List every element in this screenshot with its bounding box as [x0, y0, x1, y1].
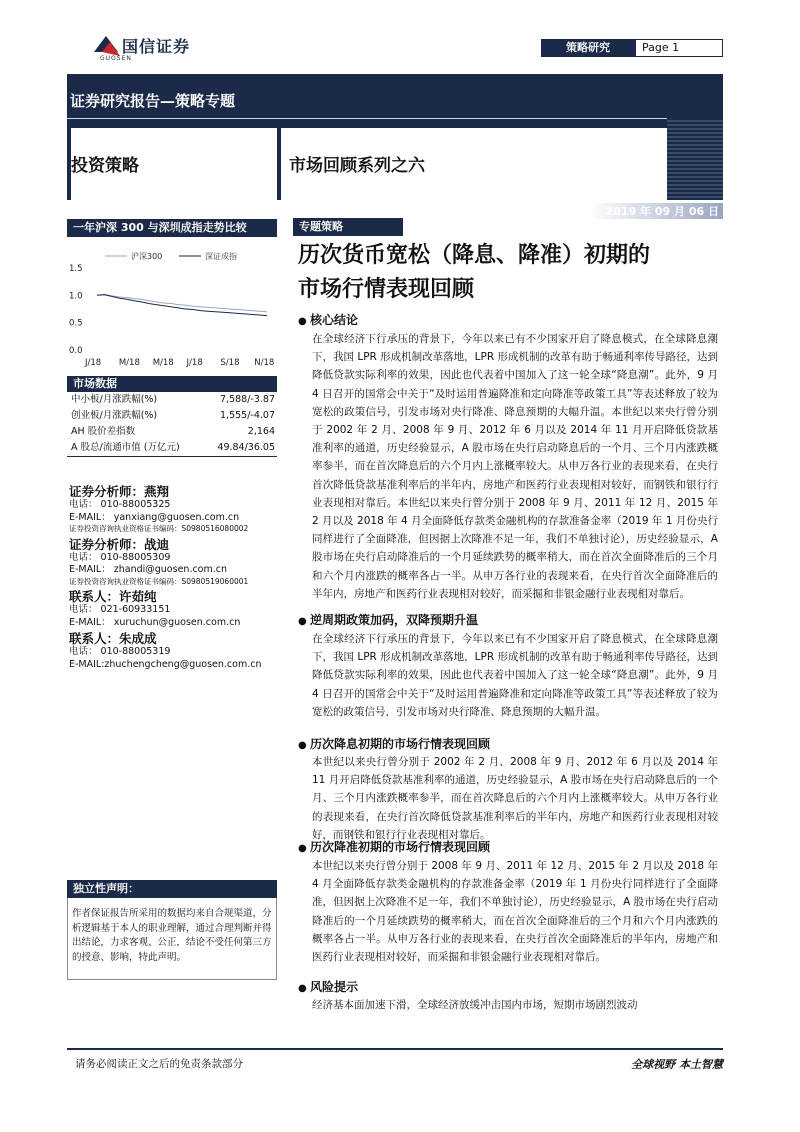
- section-heading-text: 历次降准初期的市场行情表现回顾: [310, 840, 491, 854]
- analyst-email[interactable]: E-MAIL： zhandi@guosen.com.cn: [69, 564, 228, 575]
- series-label: 市场回顾系列之六: [289, 156, 425, 176]
- market-row: [67, 392, 277, 408]
- bullet-icon: ●: [298, 983, 307, 994]
- market-row-value: 2,164: [247, 426, 275, 437]
- analyst-email[interactable]: E-MAIL： xuruchun@guosen.com.cn: [69, 616, 241, 628]
- trend-chart: [67, 240, 277, 372]
- independence-title: 独立性声明：: [67, 880, 277, 898]
- independence-text: 作者保证报告所采用的数据均来自合规渠道，分析逻辑基于本人的职业理解，通过合理判断并得出结论，力求客观、公正，结论不受任何第三方的授意、影响，特此声明。: [72, 908, 272, 963]
- section-heading-text: 逆周期政策加码，双降预期升温: [310, 613, 479, 627]
- x-tick-label: J/18: [85, 358, 102, 368]
- chart-title: 一年沪深 300 与深圳成指走势比较: [67, 219, 277, 237]
- x-tick-label: N/18: [254, 358, 275, 368]
- section-paragraph: 经济基本面加速下滑，全球经济放缓冲击国内市场，短期市场剧烈波动: [312, 999, 638, 1011]
- header-category: 策略研究: [541, 39, 635, 57]
- legend-label: 深证成指: [205, 252, 237, 261]
- section-heading-text: 核心结论: [310, 313, 359, 327]
- analyst-title: 证券分析师：战迪: [69, 536, 170, 552]
- main-title-line: 市场行情表现回顾: [298, 276, 475, 302]
- analyst-email[interactable]: E-MAIL： yanxiang@guosen.com.cn: [69, 511, 240, 523]
- analyst-contacts: [69, 484, 279, 671]
- bullet-icon: ●: [298, 616, 307, 627]
- market-row-label: A 股总/流通市值 (万亿元): [71, 442, 180, 453]
- x-tick-label: S/18: [220, 358, 240, 368]
- strategy-label: 投资策略: [71, 156, 139, 176]
- bullet-icon: ●: [298, 740, 307, 751]
- band-edge-pattern: [667, 118, 723, 200]
- y-tick-label: 1.5: [69, 264, 83, 274]
- analyst-block: [69, 537, 279, 588]
- market-row-label: 创业板/月涨跌幅(%): [71, 410, 158, 421]
- section-heading: [298, 978, 358, 995]
- main-title-line: 历次货币宽松（降息、降准）初期的: [298, 242, 651, 268]
- analyst-cert: 证券投资咨询执业资格证书编码：S0980519060001: [69, 576, 249, 586]
- market-row-label: AH 股价差指数: [71, 426, 136, 437]
- section-heading: [298, 838, 490, 855]
- analyst-block: [69, 484, 279, 535]
- report-date: 2019 年 09 月 06 日: [590, 203, 723, 219]
- topic-tag: 专题策略: [293, 218, 403, 236]
- section-paragraph: 在全球经济下行承压的背景下，今年以来已有不少国家开启了降息模式，在全球降息潮下，我国 LPR 形成机制改革落地，LPR 形成机制的改革有助于畅通利率传导路径，达到降低贷款实际利率的效果，因此也代表着中国加入了这一轮全球“降息潮”。此外，9 月 4 日召开的国常会中关于“及时运用普遍降准和定向降准等政策工具”等表述释放了较为宽松的政策信号，引发市场对央行降准、降息预期的大幅升温。本世纪以来央行曾分别于 2002 年 2 月、2008 年 9 月、2012 年 6 月以及 2014 年 11 月开启降低贷款基准利率的通道，历史经验显示，A 股市场在央行启动降息后的一个月、三个月内涨跌概率参半，而在首次降息后的六个月内上涨概率较大。从申万各行业的表现来看，在央行首次降低贷款基准利率后的半年内，房地产和医药行业表现相对较好，而钢铁和银行行业表现相对靠后。本世纪以来央行曾分别于 2008 年 9 月、2011 年 12 月、2015 年 2 月以及 2018 年 4 月全面降低存款类金融机构的存款准备金率（2019 年 1 月份央行同样进行了全面降准，但因据上次降准不足一年，我们不单独讨论），历史经验显示，A 股市场在央行启动降准后的一个月延续跌势的概率稍大，而在首次全面降准后的三个月和六个月内涨跌的概率各占一半。从申万各行业的表现来看，在央行首次全面降准后的半年内，房地产和医药行业表现相对较好，而采掘和非银金融行业表现相对靠后。: [312, 333, 718, 600]
- bullet-icon: ●: [298, 316, 307, 327]
- analyst-phone: 电话： 010-88005319: [69, 646, 171, 657]
- section-paragraph: 本世纪以来央行曾分别于 2002 年 2 月、2008 年 9 月、2012 年 6 月以及 2014 年 11 月开启降低贷款基准利率的通道，历史经验显示，A 股市场在央行启动降息后的一个月、三个月内涨跌概率参半，而在首次降息后的六个月内上涨概率较大。从申万各行业的表现来看，在央行首次降低贷款基准利率后的半年内，房地产和医药行业表现相对较好，而钢铁和银行行业表现相对靠后。: [312, 756, 718, 841]
- x-tick-label: J/18: [186, 358, 203, 368]
- header-page-number: Page 1: [635, 39, 723, 57]
- analyst-phone: 电话： 010-88005325: [69, 499, 171, 510]
- market-data-table: [67, 392, 277, 457]
- analyst-title: 证券分析师：燕翔: [69, 484, 170, 499]
- market-row-label: 中小板/月涨跌幅(%): [71, 394, 158, 405]
- analyst-email[interactable]: E-MAIL:zhuchengcheng@guosen.com.cn: [69, 658, 262, 670]
- section-heading: [298, 735, 490, 752]
- y-tick-label: 0.5: [69, 318, 83, 329]
- analyst-title: 联系人：朱成成: [69, 631, 157, 646]
- market-row-value: 49.84/36.05: [217, 442, 275, 453]
- series-line: [97, 294, 267, 312]
- analyst-phone: 电话： 010-88005309: [69, 551, 171, 563]
- market-row: [67, 424, 277, 440]
- main-title: [298, 238, 728, 306]
- section-heading: [298, 311, 358, 328]
- section-paragraph: 在全球经济下行承压的背景下，今年以来已有不少国家开启了降息模式，在全球降息潮下，我国 LPR 形成机制改革落地，LPR 形成机制的改革有助于畅通利率传导路径，达到降低贷款实际利率的效果，因此也代表着中国加入了这一轮全球“降息潮”。此外，9 月 4 日召开的国常会中关于“及时运用普遍降准和定向降准等政策工具”等表述释放了较为宽松的政策信号，引发市场对央行降准、降息预期的大幅升温。: [312, 633, 718, 718]
- report-subtitle: 证券研究报告—策略专题: [70, 92, 236, 110]
- analyst-block: [69, 589, 279, 629]
- y-tick-label: 0.0: [69, 346, 83, 356]
- footer-disclaimer: 请务必阅读正文之后的免责条款部分: [75, 1058, 243, 1070]
- section-paragraph: 本世纪以来央行曾分别于 2008 年 9 月、2011 年 12 月、2015 年 2 月以及 2018 年 4 月全面降低存款类金融机构的存款准备金率（2019 年 1 月份央行同样进行了全面降准，但因据上次降准不足一年，我们不单独讨论），历史经验显示，A 股市场在央行启动降准后的一个月延续跌势的概率稍大，而在首次全面降准后的三个月和六个月内涨跌的概率各占一半。从申万各行业的表现来看，在央行首次全面降准后的半年内，房地产和医药行业表现相对较好，而采掘和非银金融行业表现相对靠后。: [312, 860, 718, 964]
- y-tick-label: 1.0: [69, 291, 83, 302]
- x-tick-label: M/18: [152, 358, 174, 368]
- x-tick-label: M/18: [118, 358, 140, 368]
- section-heading-text: 历次降息初期的市场行情表现回顾: [310, 737, 491, 751]
- section-heading-text: 风险提示: [310, 980, 359, 994]
- logo-text: 国信证券: [122, 37, 191, 56]
- legend-label: 沪深300: [131, 252, 163, 261]
- analyst-phone: 电话： 021-60933151: [69, 604, 171, 615]
- bullet-icon: ●: [298, 843, 307, 854]
- section-heading: [298, 611, 478, 628]
- analyst-block: [69, 631, 279, 671]
- market-row: [67, 440, 277, 456]
- analyst-cert: 证券投资咨询执业资格证书编码：S0980516080002: [69, 524, 249, 533]
- footer-divider: [67, 1048, 723, 1050]
- footer-slogan: 全球视野 本土智慧: [631, 1058, 723, 1071]
- analyst-title: 联系人：许茹纯: [69, 589, 157, 604]
- market-row: [67, 408, 277, 424]
- market-row-value: 1,555/-4.07: [220, 410, 275, 421]
- market-data-title: 市场数据: [67, 376, 277, 392]
- market-row-value: 7,588/-3.87: [220, 394, 275, 405]
- band-divider: [67, 118, 667, 119]
- logo-subtext: GUOSEN: [100, 55, 132, 62]
